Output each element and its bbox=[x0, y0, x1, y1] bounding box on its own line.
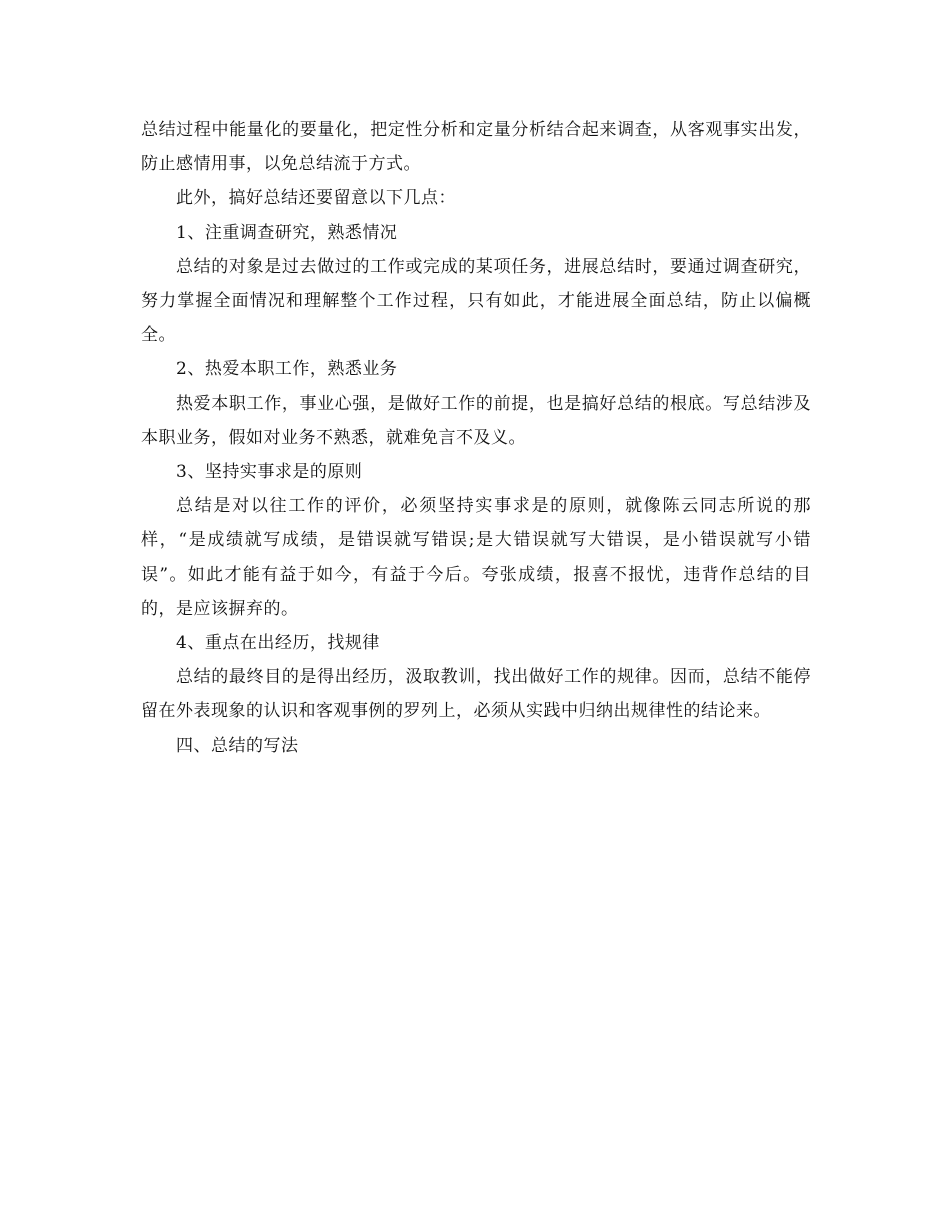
point-4-body: 总结的最终目的是得出经历，汲取教训，找出做好工作的规律。因而，总结不能停留在外表现象的认识和客观事例的罗列上，必须从实践中归纳出规律性的结论来。 bbox=[141, 667, 811, 722]
paragraph-additional-points: 此外，搞好总结还要留意以下几点： bbox=[176, 188, 456, 209]
point-3-body: 总结是对以往工作的评价，必须坚持实事求是的原则，就像陈云同志所说的那样，“是成绩就写成绩，是错误就写错误;是大错误就写大错误，是小错误就写小错误”。如此才能有益于如今，有益于今后。夸张成绩，报喜不报忧，违背作总结的目的，是应该摒弃的。 bbox=[141, 496, 811, 619]
section-4-heading: 四、总结的写法 bbox=[176, 735, 299, 756]
document-body bbox=[141, 113, 811, 763]
point-2-body: 热爱本职工作，事业心强，是做好工作的前提，也是搞好总结的根底。写总结涉及本职业务，假如对业务不熟悉，就难免言不及义。 bbox=[141, 393, 811, 448]
point-1-heading: 1、注重调查研究，熟悉情况 bbox=[176, 222, 398, 243]
point-4-heading: 4、重点在出经历，找规律 bbox=[176, 633, 380, 654]
paragraph-intro-continuation: 总结过程中能量化的要量化，把定性分析和定量分析结合起来调查，从客观事实出发，防止感情用事，以免总结流于方式。 bbox=[141, 120, 811, 175]
point-3-heading: 3、坚持实事求是的原则 bbox=[176, 462, 363, 483]
point-2-heading: 2、热爱本职工作，熟悉业务 bbox=[176, 359, 398, 380]
point-1-body: 总结的对象是过去做过的工作或完成的某项任务，进展总结时，要通过调查研究，努力掌握全面情况和理解整个工作过程，只有如此，才能进展全面总结，防止以偏概全。 bbox=[141, 256, 811, 346]
